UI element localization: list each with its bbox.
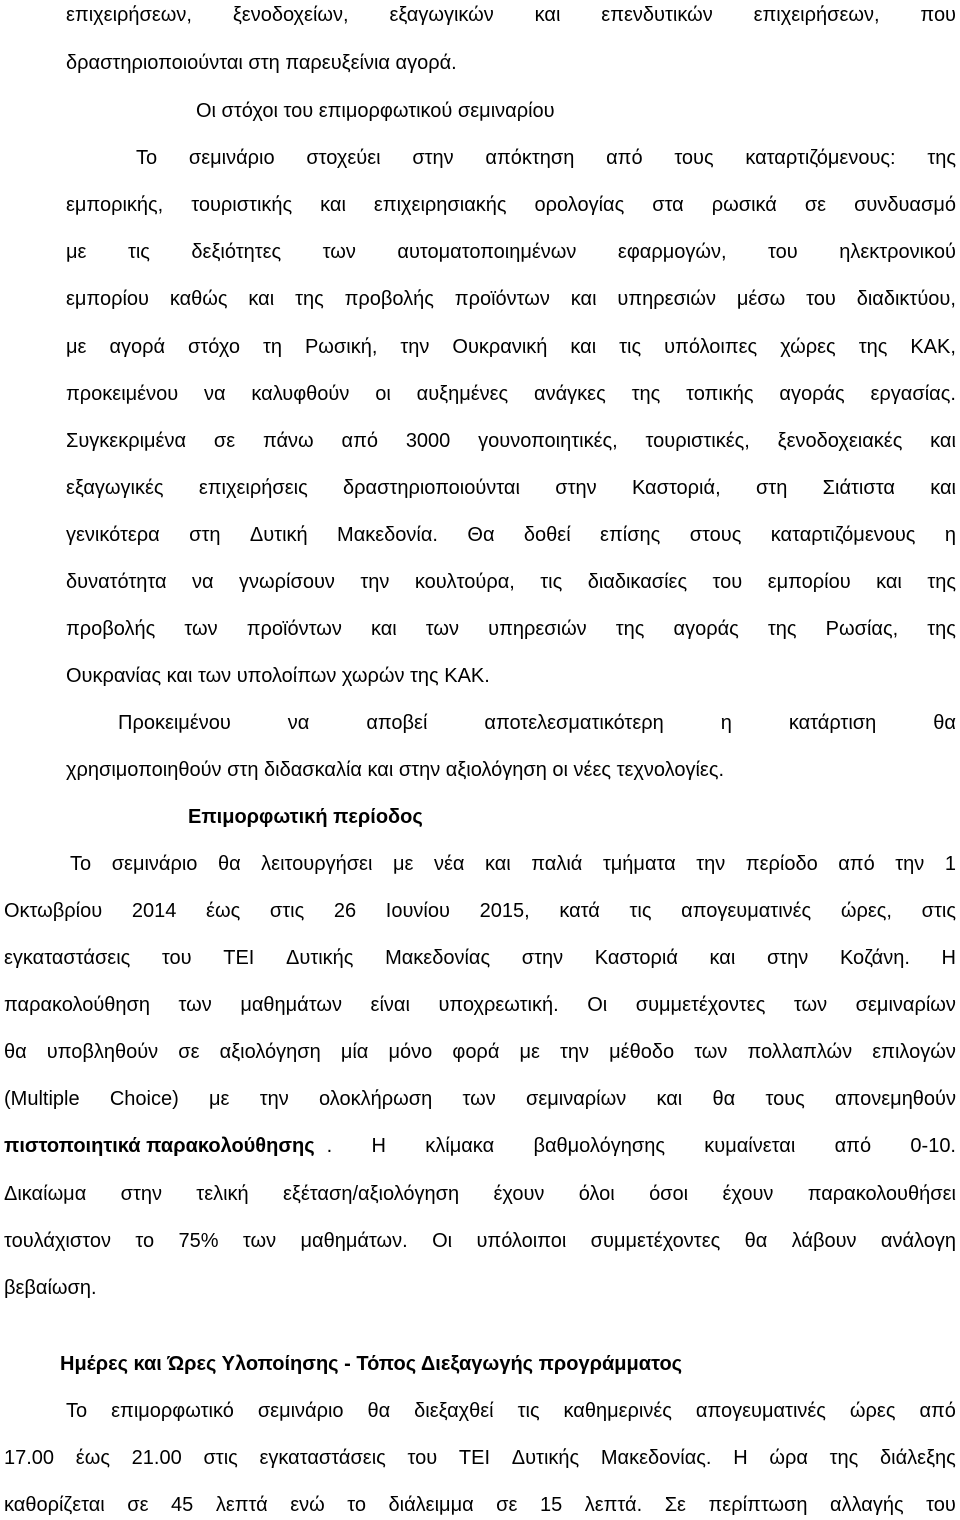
word: εξέταση/αξιολόγηση	[283, 1183, 460, 1205]
word: ανάγκες	[534, 383, 606, 405]
goals-p1-line-11	[66, 616, 956, 642]
word: υπόλοιποι	[476, 1230, 567, 1252]
word: αξιολόγηση	[219, 1041, 321, 1063]
word: γνωρίσουν	[239, 571, 335, 593]
period-line-4	[4, 992, 956, 1018]
word: Σιάτιστα	[822, 477, 895, 499]
word: σεμινάριο	[257, 1400, 344, 1422]
word: και	[534, 4, 561, 26]
word: επενδυτικών	[601, 4, 713, 26]
word: εργασίας.	[870, 383, 956, 405]
word: εξαγωγικές	[66, 477, 164, 499]
goals-p1-line-12: Ουκρανίας και των υπολοίπων χωρών της ΚΑΚ.	[66, 665, 490, 687]
word: δυνατότητα	[66, 571, 167, 593]
word: κλίμακα	[425, 1135, 495, 1157]
word: στις	[203, 1447, 238, 1469]
word: Συγκεκριμένα	[66, 430, 187, 452]
schedule-line-2	[4, 1445, 956, 1471]
goals-p1-line-7	[66, 428, 956, 454]
word: λεπτά	[215, 1494, 268, 1516]
word: 2015,	[479, 900, 530, 922]
word: θα	[367, 1400, 391, 1422]
word: καταρτιζόμενους	[770, 524, 916, 546]
word: έως	[206, 900, 241, 922]
schedule-line-1	[66, 1398, 956, 1424]
word: κυμαίνεται	[704, 1135, 796, 1157]
word: της	[767, 618, 797, 640]
word: στην	[555, 477, 597, 499]
word: φορά	[452, 1041, 500, 1063]
word: σεμινάριο	[111, 853, 198, 875]
word: η	[944, 524, 956, 546]
word: την	[895, 853, 925, 875]
word: σε	[496, 1494, 518, 1516]
word: μέσω	[736, 288, 786, 310]
word: γουνοποιητικές,	[478, 430, 618, 452]
word: 45	[171, 1494, 194, 1516]
word: όλοι	[578, 1183, 615, 1205]
word: της	[295, 288, 324, 310]
word: αποτελεσματικότερη	[484, 712, 664, 734]
word: και	[876, 571, 902, 593]
word: Προκειμένου	[118, 712, 231, 734]
word: τις	[619, 336, 642, 358]
word: κατά	[559, 900, 600, 922]
word: θα	[744, 1230, 768, 1252]
word: εξαγωγικών	[389, 4, 494, 26]
word: να	[287, 712, 310, 734]
word: επιλογών	[872, 1041, 956, 1063]
word: τις	[629, 900, 652, 922]
word: ξενοδοχείων,	[232, 4, 349, 26]
word: της	[927, 618, 956, 640]
word: της	[858, 336, 888, 358]
period-line-5	[4, 1039, 956, 1065]
word: θα	[933, 712, 956, 734]
word: σεμιναρίων	[525, 1088, 627, 1110]
period-line-6	[4, 1086, 956, 1112]
word: ώρα	[769, 1447, 808, 1469]
word: Ιουνίου	[385, 900, 450, 922]
word: ΚΑΚ,	[910, 336, 956, 358]
word: Η	[733, 1447, 748, 1469]
goals-p1-line-3	[66, 239, 956, 265]
word: βαθμολόγησης	[533, 1135, 665, 1157]
word: Οι	[432, 1230, 453, 1252]
word: περίοδο	[745, 853, 818, 875]
word: μέθοδο	[609, 1041, 675, 1063]
word: συμμετέχοντες	[590, 1230, 721, 1252]
word: Choice)	[109, 1088, 179, 1110]
word: την	[360, 571, 390, 593]
word: με	[66, 336, 87, 358]
period-line-3	[4, 945, 956, 971]
goals-p1-line-5	[66, 334, 956, 360]
word: και	[930, 477, 956, 499]
certificates-bold-text: πιστοποιητικά παρακολούθησης	[4, 1135, 315, 1157]
word: καθημερινές	[563, 1400, 672, 1422]
word: στη	[755, 477, 788, 499]
word: των	[242, 1230, 277, 1252]
word: τις	[517, 1400, 540, 1422]
word: όσοι	[649, 1183, 689, 1205]
word: προϊόντων	[246, 618, 342, 640]
word: και	[320, 194, 346, 216]
word: (Multiple	[4, 1088, 80, 1110]
word: απογευματινές	[681, 900, 812, 922]
word: προβολής	[66, 618, 156, 640]
word: σε	[804, 194, 827, 216]
word: Το	[66, 1400, 88, 1422]
word: να	[192, 571, 214, 593]
word: στη	[189, 524, 221, 546]
word: να	[204, 383, 226, 405]
word: Οι	[587, 994, 608, 1016]
word: ρωσικά	[711, 194, 777, 216]
word: του	[926, 1494, 956, 1516]
word: στόχο	[188, 336, 240, 358]
word: εγκαταστάσεις	[259, 1447, 386, 1469]
word: εφαρμογών,	[617, 241, 727, 263]
goals-p1-line-2	[66, 192, 956, 218]
goals-p1-line-10	[66, 569, 956, 595]
word: στοχεύει	[306, 147, 381, 169]
goals-heading: Οι στόχοι του επιμορφωτικού σεμιναρίου	[196, 100, 555, 122]
word: αγορά	[109, 336, 166, 358]
word: της	[927, 571, 956, 593]
word: θα	[4, 1041, 27, 1063]
goals-p1-line-6	[66, 381, 956, 407]
word: 3000	[405, 430, 451, 452]
word: που	[920, 4, 956, 26]
word: ηλεκτρονικού	[839, 241, 956, 263]
word: ενώ	[290, 1494, 325, 1516]
word: στα	[652, 194, 684, 216]
goals-p2-line-1	[118, 710, 956, 736]
word: Ουκρανική	[452, 336, 548, 358]
word: του	[161, 947, 192, 969]
word: στην	[120, 1183, 162, 1205]
word: πολλαπλών	[747, 1041, 853, 1063]
word: υποβληθούν	[46, 1041, 159, 1063]
word: εμπορίου	[66, 288, 149, 310]
word: 21.00	[131, 1447, 182, 1469]
period-line-1	[70, 851, 956, 877]
word: διεξαχθεί	[414, 1400, 494, 1422]
word: επιχειρήσεις	[198, 477, 308, 499]
word: από	[341, 430, 378, 452]
word: έως	[75, 1447, 110, 1469]
word: δραστηριοποιούνται	[343, 477, 520, 499]
word: τουλάχιστον	[4, 1230, 111, 1252]
word: καθορίζεται	[4, 1494, 105, 1516]
word: με	[392, 853, 414, 875]
word: τις	[540, 571, 563, 593]
word: 75%	[178, 1230, 219, 1252]
word: και	[709, 947, 736, 969]
word: του	[768, 241, 798, 263]
intro-line-2: δραστηριοποιούνται στη παρευξείνια αγορά.	[66, 52, 457, 74]
word: γενικότερα	[66, 524, 160, 546]
word: Δικαίωμα	[4, 1183, 87, 1205]
word: Ρωσίας,	[825, 618, 899, 640]
word: υποχρεωτική.	[438, 994, 559, 1016]
period-line-10: βεβαίωση.	[4, 1277, 97, 1299]
word: σε	[127, 1494, 149, 1516]
word: με	[66, 241, 87, 263]
word: απονεμηθούν	[835, 1088, 956, 1110]
word: αγοράς	[673, 618, 739, 640]
word: με	[519, 1041, 540, 1063]
schedule-line-3	[4, 1492, 956, 1518]
word: δεξιότητες	[191, 241, 282, 263]
word: ώρες,	[840, 900, 892, 922]
word: το	[135, 1230, 155, 1252]
word: τους	[765, 1088, 805, 1110]
word: Δυτικής	[286, 947, 354, 969]
word: των	[184, 618, 218, 640]
word: και	[570, 336, 597, 358]
word: την	[259, 1088, 289, 1110]
word: νέα	[433, 853, 465, 875]
word: τοπικής	[686, 383, 754, 405]
word: προβολής	[344, 288, 434, 310]
word: τμήματα	[602, 853, 676, 875]
word: εμπορικής,	[66, 194, 164, 216]
word: από	[606, 147, 643, 169]
word: δοθεί	[523, 524, 571, 546]
period-line-7	[4, 1133, 956, 1159]
word: ΤΕΙ	[458, 1447, 491, 1469]
word: Οκτωβρίου	[4, 900, 103, 922]
word: ΤΕΙ	[223, 947, 255, 969]
word: διαδικτύου,	[856, 288, 956, 310]
period-line-8	[4, 1181, 956, 1207]
word: των	[694, 1041, 728, 1063]
word: είναι	[370, 994, 410, 1016]
word: υπόλοιπες	[664, 336, 758, 358]
word: 1	[944, 853, 956, 875]
word: αγοράς	[779, 383, 845, 405]
schedule-heading: Ημέρες και Ώρες Υλοποίησης - Τόπος Διεξαγωγής προγράμματος	[60, 1353, 683, 1375]
goals-p1-line-8	[66, 475, 956, 501]
word: επιχειρήσεων,	[66, 4, 192, 26]
word: εμπορίου	[767, 571, 851, 593]
word: και	[570, 288, 597, 310]
word: μόνο	[388, 1041, 433, 1063]
word: και	[930, 430, 956, 452]
word: επιμορφωτικό	[111, 1400, 234, 1422]
word: τους	[674, 147, 714, 169]
word: επιχειρήσεων,	[753, 4, 880, 26]
word: λειτουργήσει	[261, 853, 373, 875]
word: απόκτηση	[485, 147, 575, 169]
word: σε	[178, 1041, 200, 1063]
word: των	[425, 618, 460, 640]
line7-rest	[327, 1133, 956, 1159]
word: αλλαγής	[830, 1494, 904, 1516]
word: 0-10.	[910, 1135, 956, 1157]
word: θα	[712, 1088, 736, 1110]
word: της	[829, 1447, 859, 1469]
word: η	[720, 712, 732, 734]
word: από	[838, 853, 875, 875]
word: καθώς	[169, 288, 228, 310]
goals-p1-line-4	[66, 286, 956, 312]
goals-p1-line-9	[66, 522, 956, 548]
word: στις	[921, 900, 956, 922]
word: επιχειρησιακής	[373, 194, 507, 216]
word: Το	[70, 853, 92, 875]
word: λεπτά.	[584, 1494, 643, 1516]
word: μαθημάτων.	[300, 1230, 408, 1252]
word: ώρες	[849, 1400, 896, 1422]
word: Σε	[664, 1494, 686, 1516]
word: του	[806, 288, 836, 310]
word: Μακεδονίας	[385, 947, 491, 969]
word: Δυτική	[249, 524, 308, 546]
word: υπηρεσιών	[488, 618, 587, 640]
word: τουριστικής	[191, 194, 293, 216]
word: λάβουν	[791, 1230, 857, 1252]
word: στην	[766, 947, 809, 969]
word: ορολογίας	[534, 194, 625, 216]
word: Το	[136, 147, 158, 169]
goals-p1-line-1	[136, 145, 956, 171]
word: Μακεδονία.	[337, 524, 438, 546]
word: των	[462, 1088, 496, 1110]
word: Κοζάνη.	[839, 947, 910, 969]
word: διάλειμμα	[388, 1494, 474, 1516]
word: τη	[262, 336, 282, 358]
word: οι	[375, 383, 391, 405]
intro-line-1	[66, 2, 956, 28]
word: εγκαταστάσεις	[4, 947, 131, 969]
word: στην	[412, 147, 454, 169]
word: από	[834, 1135, 872, 1157]
word: ανάλογη	[880, 1230, 956, 1252]
word: καταρτιζόμενους:	[745, 147, 896, 169]
word: και	[248, 288, 275, 310]
word: παρακολούθηση	[4, 994, 150, 1016]
word: έχουν	[493, 1183, 545, 1205]
period-heading: Επιμορφωτική περίοδος	[188, 806, 423, 828]
word: στην	[521, 947, 564, 969]
word: και	[484, 853, 511, 875]
word: αυξημένες	[416, 383, 509, 405]
word: την	[696, 853, 726, 875]
word: ξενοδοχειακές	[777, 430, 903, 452]
word: μία	[340, 1041, 369, 1063]
word: Καστοριά	[594, 947, 678, 969]
word: της	[615, 618, 645, 640]
word: χώρες	[780, 336, 836, 358]
word: αυτοματοποιημένων	[397, 241, 577, 263]
word: της	[927, 147, 956, 169]
word: τελική	[196, 1183, 249, 1205]
period-line-2	[4, 898, 956, 924]
word: υπηρεσιών	[617, 288, 716, 310]
word: Η	[941, 947, 956, 969]
word: τις	[127, 241, 150, 263]
word: των	[322, 241, 356, 263]
word: από	[919, 1400, 956, 1422]
word: συμμετέχοντες	[635, 994, 766, 1016]
word: την	[400, 336, 430, 358]
word: του	[712, 571, 743, 593]
word: ολοκλήρωση	[319, 1088, 433, 1110]
word: Μακεδονίας.	[600, 1447, 712, 1469]
word: των	[178, 994, 212, 1016]
period-line-9	[4, 1228, 956, 1254]
word: επίσης	[600, 524, 661, 546]
word: και	[656, 1088, 683, 1110]
goals-p2-line-2: χρησιμοποιηθούν στη διδασκαλία και στην αξιολόγηση οι νέες τεχνολογίες.	[66, 759, 725, 781]
word: σεμιναρίων	[855, 994, 956, 1016]
word: σεμινάριο	[188, 147, 275, 169]
word: 15	[539, 1494, 563, 1516]
word: παλιά	[531, 853, 583, 875]
word: στους	[689, 524, 742, 546]
word: Ρωσική,	[304, 336, 378, 358]
word: 26	[333, 900, 357, 922]
word: απογευματινές	[695, 1400, 826, 1422]
word: 2014	[131, 900, 177, 922]
word: 17.00	[4, 1447, 55, 1469]
word: την	[560, 1041, 590, 1063]
word: προϊόντων	[454, 288, 550, 310]
word: διάλεξης	[880, 1447, 956, 1469]
word: αποβεί	[366, 712, 428, 734]
word: καλυφθούν	[251, 383, 350, 405]
word: έχουν	[722, 1183, 774, 1205]
word: πάνω	[262, 430, 314, 452]
word: κατάρτιση	[788, 712, 877, 734]
word: τουριστικές,	[645, 430, 750, 452]
word: του	[407, 1447, 438, 1469]
word: συνδυασμό	[854, 194, 956, 216]
word: .	[326, 1135, 333, 1157]
word: παρακολουθήσει	[807, 1183, 956, 1205]
word: περίπτωση	[708, 1494, 808, 1516]
word: Θα	[467, 524, 495, 546]
word: το	[347, 1494, 367, 1516]
word: προκειμένου	[66, 383, 179, 405]
word: και	[370, 618, 397, 640]
word: Καστοριά,	[631, 477, 721, 499]
word: με	[209, 1088, 230, 1110]
word: θα	[217, 853, 241, 875]
word: Δυτικής	[511, 1447, 580, 1469]
word: διαδικασίες	[587, 571, 688, 593]
word: μαθημάτων	[240, 994, 342, 1016]
word: σε	[213, 430, 236, 452]
word: κουλτούρα,	[414, 571, 515, 593]
word: στις	[269, 900, 305, 922]
word: Η	[371, 1135, 386, 1157]
word: της	[631, 383, 661, 405]
word: των	[793, 994, 828, 1016]
